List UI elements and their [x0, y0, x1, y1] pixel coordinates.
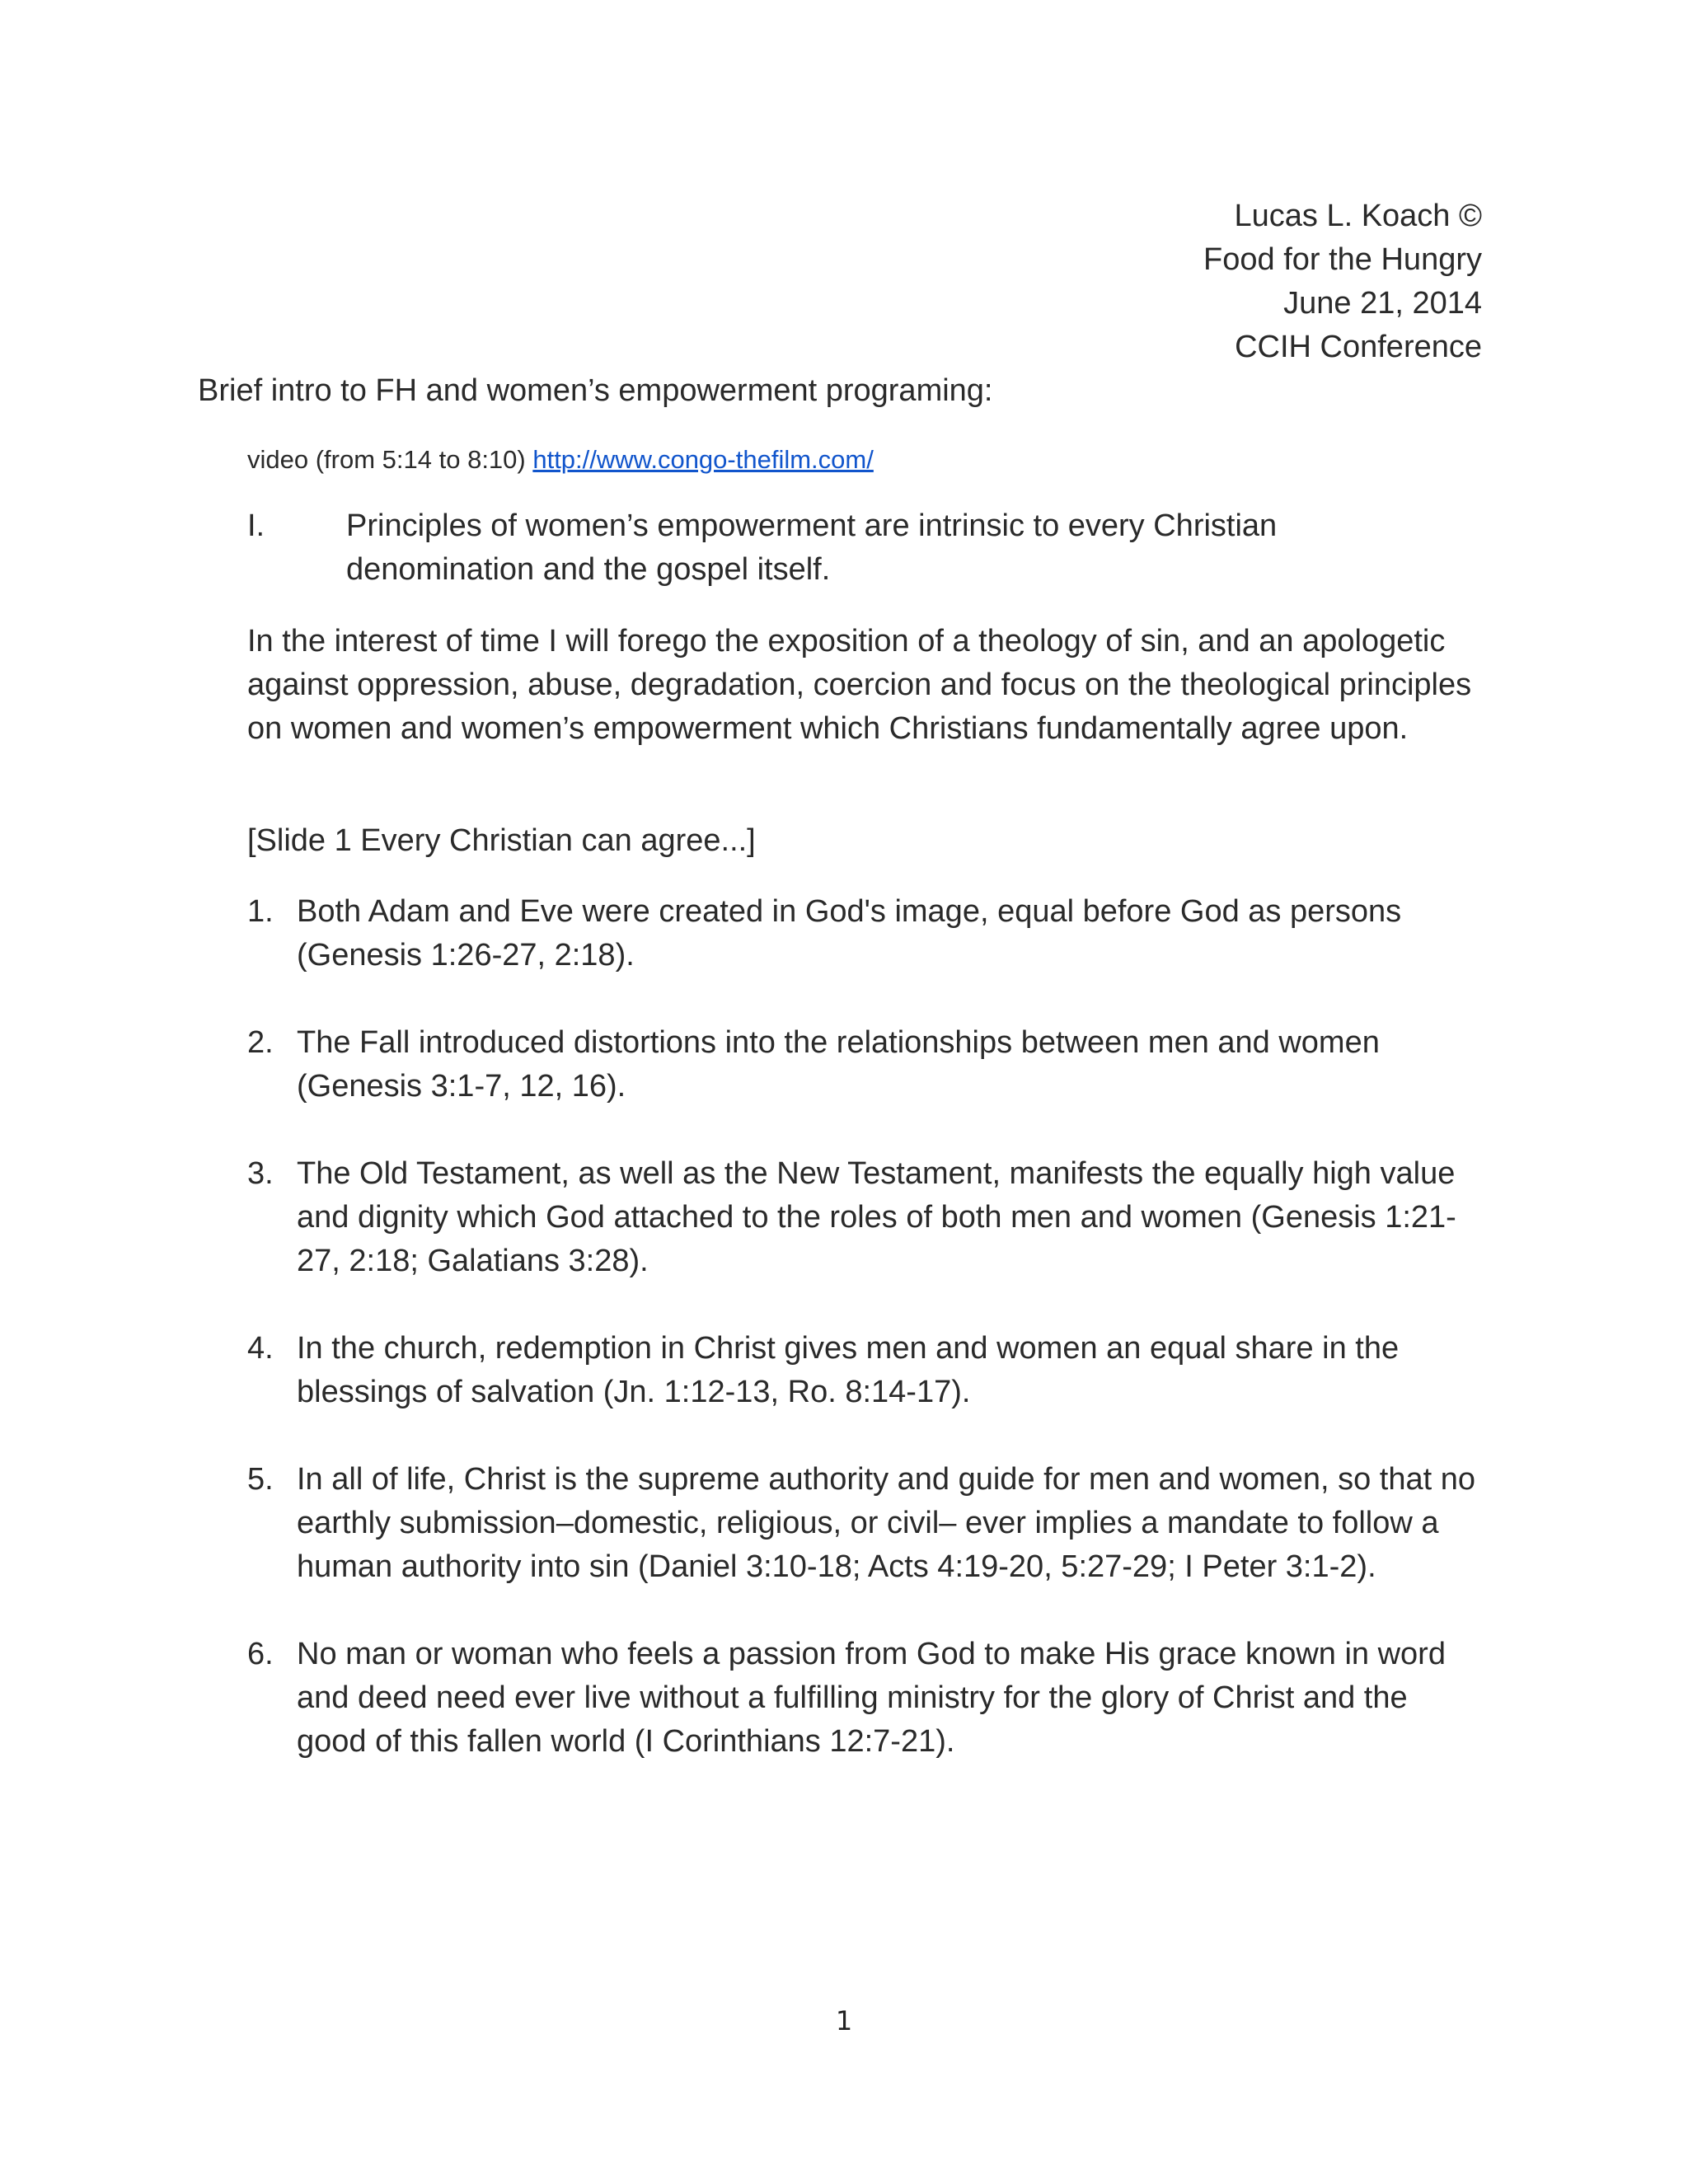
intro-paragraph: In the interest of time I will forego the exposition of a theology of sin, and an apologetic against oppression, abuse, degradation, coercion and focus on the theological principles on women and women’s empowerment which Christians fundamentally agree upon. — [247, 624, 1472, 746]
slide-note: [Slide 1 Every Christian can agree...] — [247, 823, 756, 858]
list-item — [247, 1021, 1484, 1108]
list-item — [247, 1458, 1484, 1589]
video-link[interactable]: http://www.congo-thefilm.com/ — [532, 445, 874, 474]
header-date: June 21, 2014 — [1283, 286, 1482, 321]
list-item — [247, 890, 1484, 977]
section-number: I. — [247, 509, 265, 543]
page-number: 1 — [835, 2005, 853, 2036]
video-text: video (from 5:14 to 8:10) — [247, 445, 533, 474]
list-item-number: 2. — [247, 1025, 274, 1060]
intro-heading: Brief intro to FH and women’s empowerment programing: — [198, 373, 993, 408]
list-item — [247, 1327, 1484, 1414]
list-item-text: No man or woman who feels a passion from God to make His grace known in word and deed need ever live without a fulfilling ministry for the glory of Christ and the good of this fallen world (I Corinthians 12:7-21). — [297, 1637, 1446, 1759]
list-item-number: 6. — [247, 1637, 274, 1671]
list-item-text: In the church, redemption in Christ gives men and women an equal share in the blessings of salvation (Jn. 1:12-13, Ro. 8:14-17). — [297, 1331, 1400, 1409]
list-item — [247, 1633, 1484, 1764]
video-line — [247, 442, 874, 478]
principles-list — [247, 890, 1484, 1807]
list-item-text: Both Adam and Eve were created in God's image, equal before God as persons (Genesis 1:26-27, 2:18). — [297, 894, 1402, 972]
header-author: Lucas L. Koach © — [1234, 199, 1482, 233]
list-item-number: 1. — [247, 894, 274, 929]
list-item-text: The Fall introduced distortions into the relationships between men and women (Genesis 3:1-7, 12, 16). — [297, 1025, 1380, 1104]
list-item-number: 3. — [247, 1156, 274, 1191]
section-title: Principles of women’s empowerment are intrinsic to every Christian denomination and the gospel itself. — [346, 509, 1278, 587]
list-item — [247, 1152, 1484, 1283]
list-item-number: 5. — [247, 1462, 274, 1497]
list-item-number: 4. — [247, 1331, 274, 1366]
header-organization: Food for the Hungry — [1203, 242, 1482, 277]
author-header — [1203, 194, 1482, 369]
header-event: CCIH Conference — [1235, 330, 1482, 364]
list-item-text: In all of life, Christ is the supreme authority and guide for men and women, so that no earthly submission–domestic, religious, or civil– ever implies a mandate to follow a human authority into sin (Daniel 3:10-18; Acts 4:19-20, 5:27-29; I Peter 3:1-2). — [297, 1462, 1475, 1584]
list-item-text: The Old Testament, as well as the New Testament, manifests the equally high value and dignity which God attached to the roles of both men and women (Genesis 1:21-27, 2:18; Galatians 3:28). — [297, 1156, 1456, 1278]
section-heading — [247, 504, 1484, 592]
